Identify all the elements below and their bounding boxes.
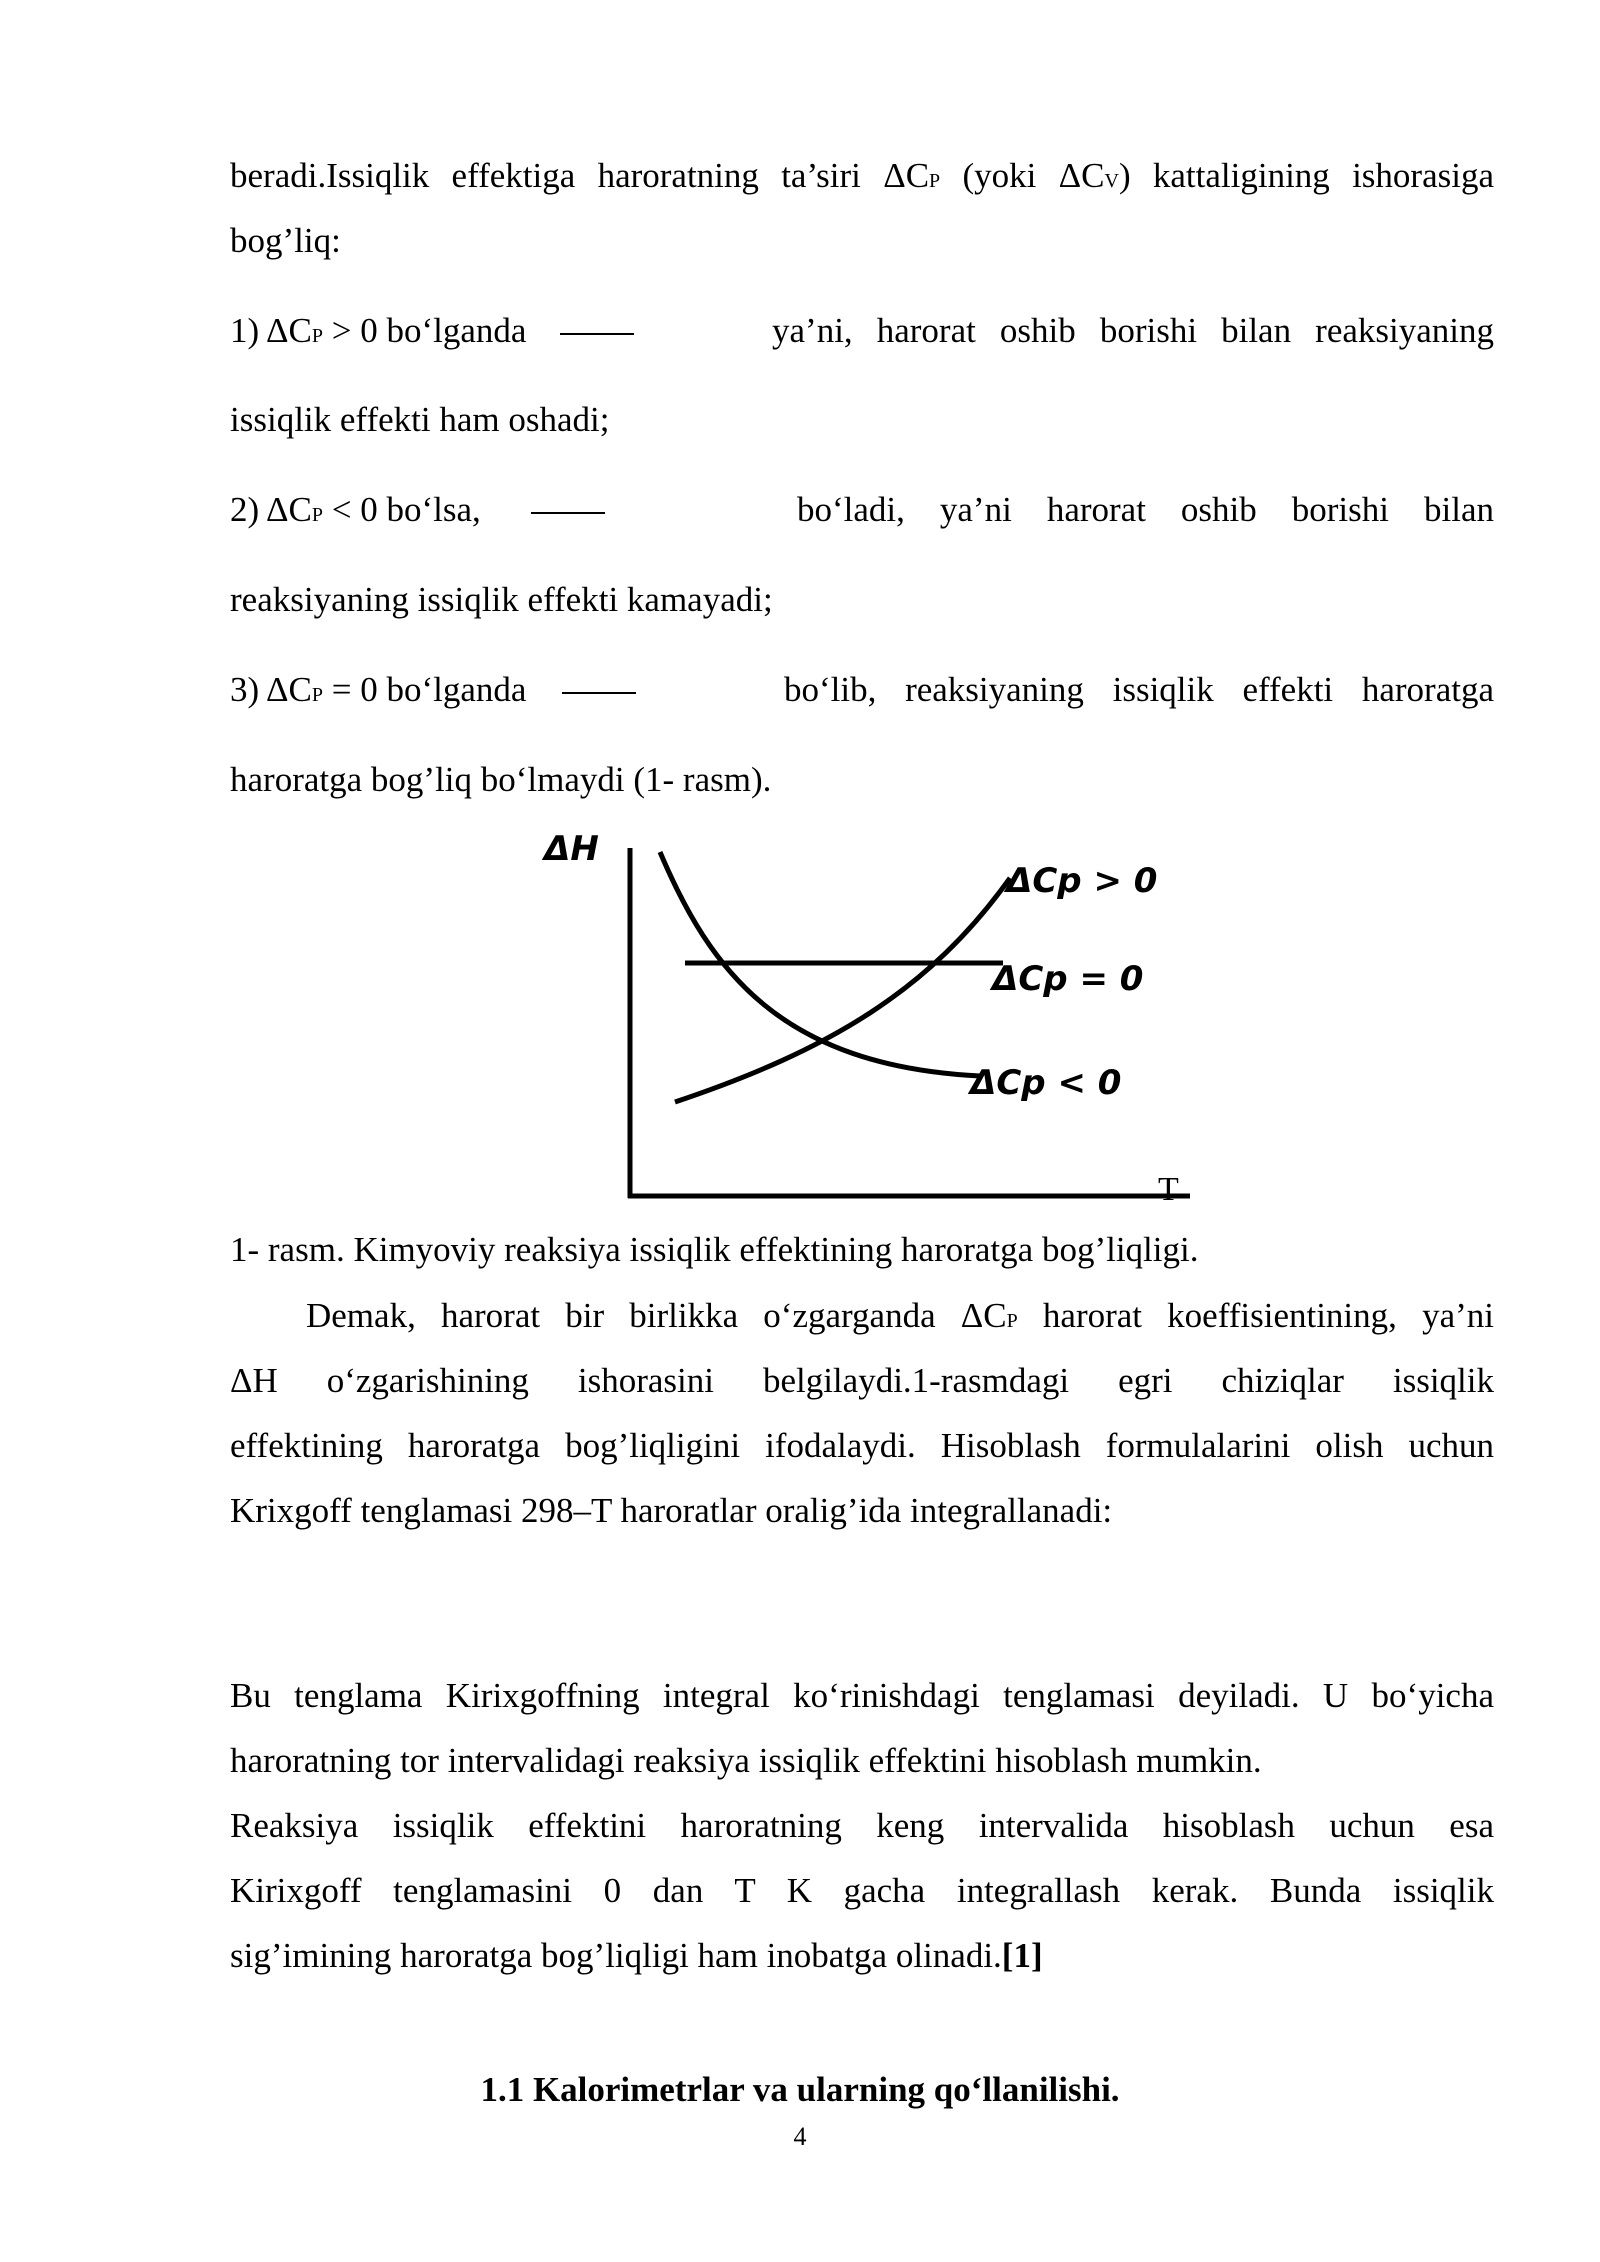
case-1-condition: 1) ΔCP > 0 bo‘lganda — [230, 309, 634, 358]
section-heading: 1.1 Kalorimetrlar va ularning qo‘llanilishi. — [480, 2070, 1120, 2109]
case-3-text: bo‘lib, reaksiyaning issiqlik effekti haroratga — [784, 670, 1494, 709]
formula-placeholder-line — [560, 333, 634, 335]
paragraph-3-line-1: Bu tenglama Kirixgoffning integral ko‘rinishdagi tenglamasi deyiladi. U bo‘yicha — [230, 1676, 1494, 1715]
case-2-text: bo‘ladi, ya’ni harorat oshib borishi bilan — [797, 490, 1494, 529]
figure-caption: 1- rasm. Kimyoviy reaksiya issiqlik effektining haroratga bog’liqligi. — [230, 1230, 1199, 1269]
curve-positive-label: ΔCp > 0 — [1006, 861, 1158, 901]
paragraph-3-line-5: sig’imining haroratga bog’liqligi ham inobatga olinadi.[1] — [230, 1936, 1043, 1975]
curve-zero-label: ΔCp = 0 — [992, 959, 1144, 999]
case-1-text: ya’ni, harorat oshib borishi bilan reaksiyaning — [772, 311, 1494, 350]
citation: [1] — [1001, 1936, 1043, 1975]
curve-negative-label: ΔCp < 0 — [970, 1063, 1122, 1103]
paragraph-1-line-1: beradi.Issiqlik effektiga haroratning ta’siri ΔCP (yoki ΔCV) kattaligining ishorasiga — [230, 156, 1494, 195]
case-3-condition: 3) ΔCP = 0 bo‘lganda — [230, 668, 636, 717]
case-3-continuation: haroratga bog’liq bo‘lmaydi (1- rasm). — [230, 760, 772, 799]
paragraph-2-line-2: ΔH o‘zgarishining ishorasini belgilaydi.1-rasmdagi egri chiziqlar issiqlik — [230, 1361, 1494, 1400]
paragraph-2-line-1: Demak, harorat bir birlikka o‘zgarganda ΔCP harorat koeffisientining, ya’ni — [306, 1296, 1494, 1335]
paragraph-2-line-4: Krixgoff tenglamasi 298–T haroratlar oralig’ida integrallanadi: — [230, 1491, 1113, 1530]
formula-placeholder-line — [562, 692, 636, 694]
paragraph-3-line-2: haroratning tor intervalidagi reaksiya issiqlik effektini hisoblash mumkin. — [230, 1741, 1262, 1780]
case-2-condition: 2) ΔCP < 0 bo‘lsa, — [230, 488, 605, 537]
paragraph-3-line-4: Kirixgoff tenglamasini 0 dan T K gacha integrallash kerak. Bunda issiqlik — [230, 1871, 1494, 1910]
page-number: 4 — [793, 2122, 807, 2151]
formula-placeholder-line — [531, 512, 605, 514]
enthalpy-temperature-figure — [530, 830, 1230, 1210]
paragraph-3-line-3: Reaksiya issiqlik effektini haroratning keng intervalida hisoblash uchun esa — [230, 1806, 1494, 1845]
x-axis-label: T — [1158, 1171, 1179, 1208]
paragraph-1-line-2: bog’liq: — [230, 221, 341, 260]
paragraph-2-line-3: effektining haroratga bog’liqligini ifodalaydi. Hisoblash formulalarini olish uchun — [230, 1426, 1494, 1465]
curve-positive — [675, 878, 1010, 1102]
case-2-continuation: reaksiyaning issiqlik effekti kamayadi; — [230, 580, 773, 619]
y-axis-label: ΔH — [544, 830, 599, 869]
case-1-continuation: issiqlik effekti ham oshadi; — [230, 400, 610, 439]
